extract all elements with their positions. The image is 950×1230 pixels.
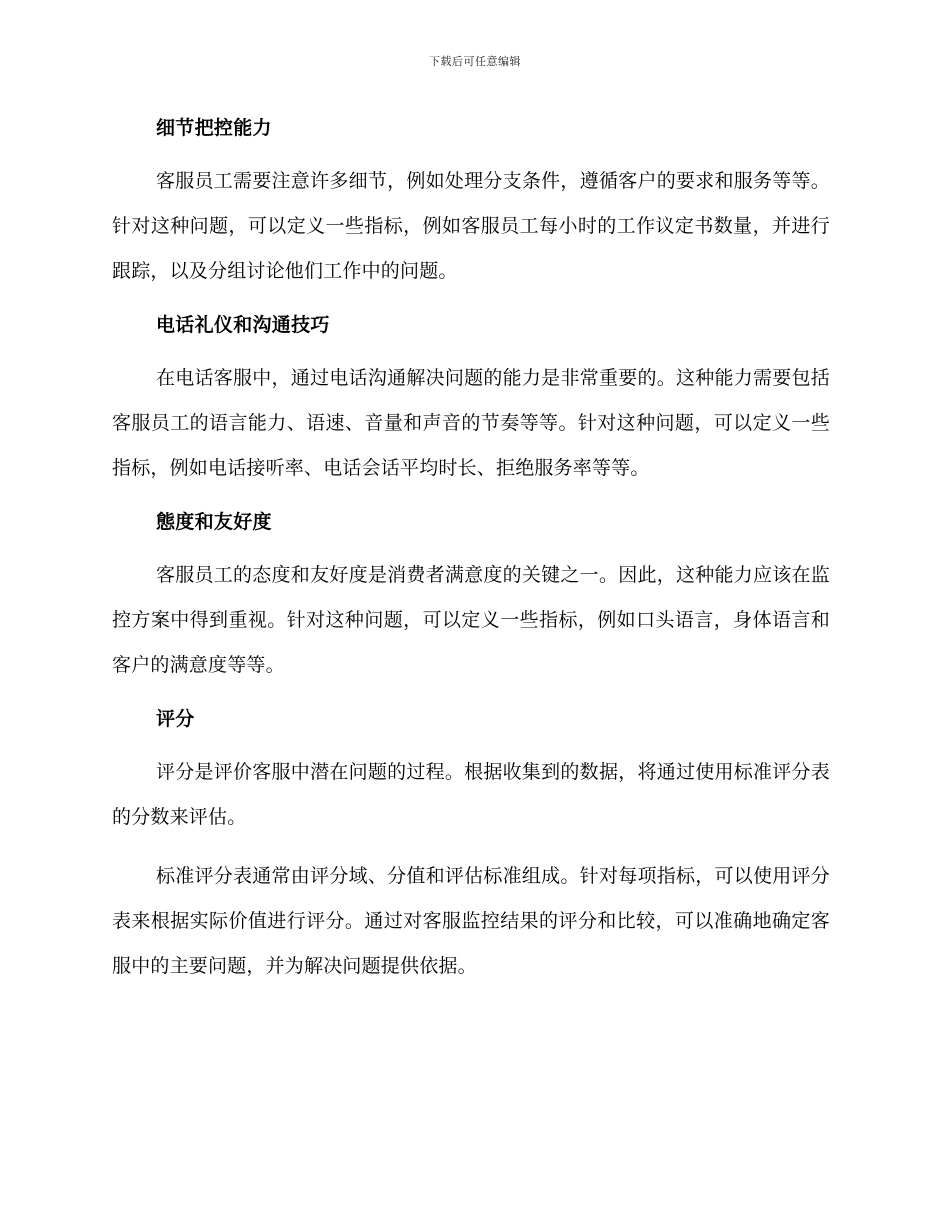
- section-attitude-friendliness: [112, 505, 830, 688]
- section-paragraph: 在电话客服中，通过电话沟通解决问题的能力是非常重要的。这种能力需要包括客服员工的语言能力、语速、音量和声音的节奏等等。针对这种问题，可以定义一些指标，例如电话接听率、电话会话平均时长、拒绝服务率等等。: [112, 367, 830, 479]
- section-heading: 细节把控能力: [156, 117, 272, 139]
- section-heading: 评分: [156, 708, 195, 730]
- section-phone-etiquette: [112, 308, 830, 491]
- section-heading: 態度和友好度: [156, 511, 272, 533]
- section-paragraph: 客服员工需要注意许多细节，例如处理分支条件，遵循客户的要求和服务等等。针对这种问题，可以定义一些指标，例如客服员工每小时的工作议定书数量，并进行跟踪，以及分组讨论他们工作中的问题。: [112, 170, 830, 282]
- section-detail-control: [112, 111, 830, 294]
- section-paragraph: 客服员工的态度和友好度是消费者满意度的关键之一。因此，这种能力应该在监控方案中得到重视。针对这种问题，可以定义一些指标，例如口头语言，身体语言和客户的满意度等等。: [112, 564, 830, 676]
- section-paragraph: 标准评分表通常由评分域、分值和评估标准组成。针对每项指标，可以使用评分表来根据实际价值进行评分。通过对客服监控结果的评分和比较，可以准确地确定客服中的主要问题，并为解决问题提供依据。: [112, 865, 830, 977]
- section-paragraph: 评分是评价客服中潜在问题的过程。根据收集到的数据，将通过使用标准评分表的分数来评估。: [112, 761, 830, 828]
- section-heading: 电话礼仪和沟通技巧: [156, 314, 330, 336]
- download-editable-note: 下载后可任意编辑: [429, 55, 521, 68]
- document-body: [112, 111, 830, 1003]
- section-scoring: [112, 702, 830, 989]
